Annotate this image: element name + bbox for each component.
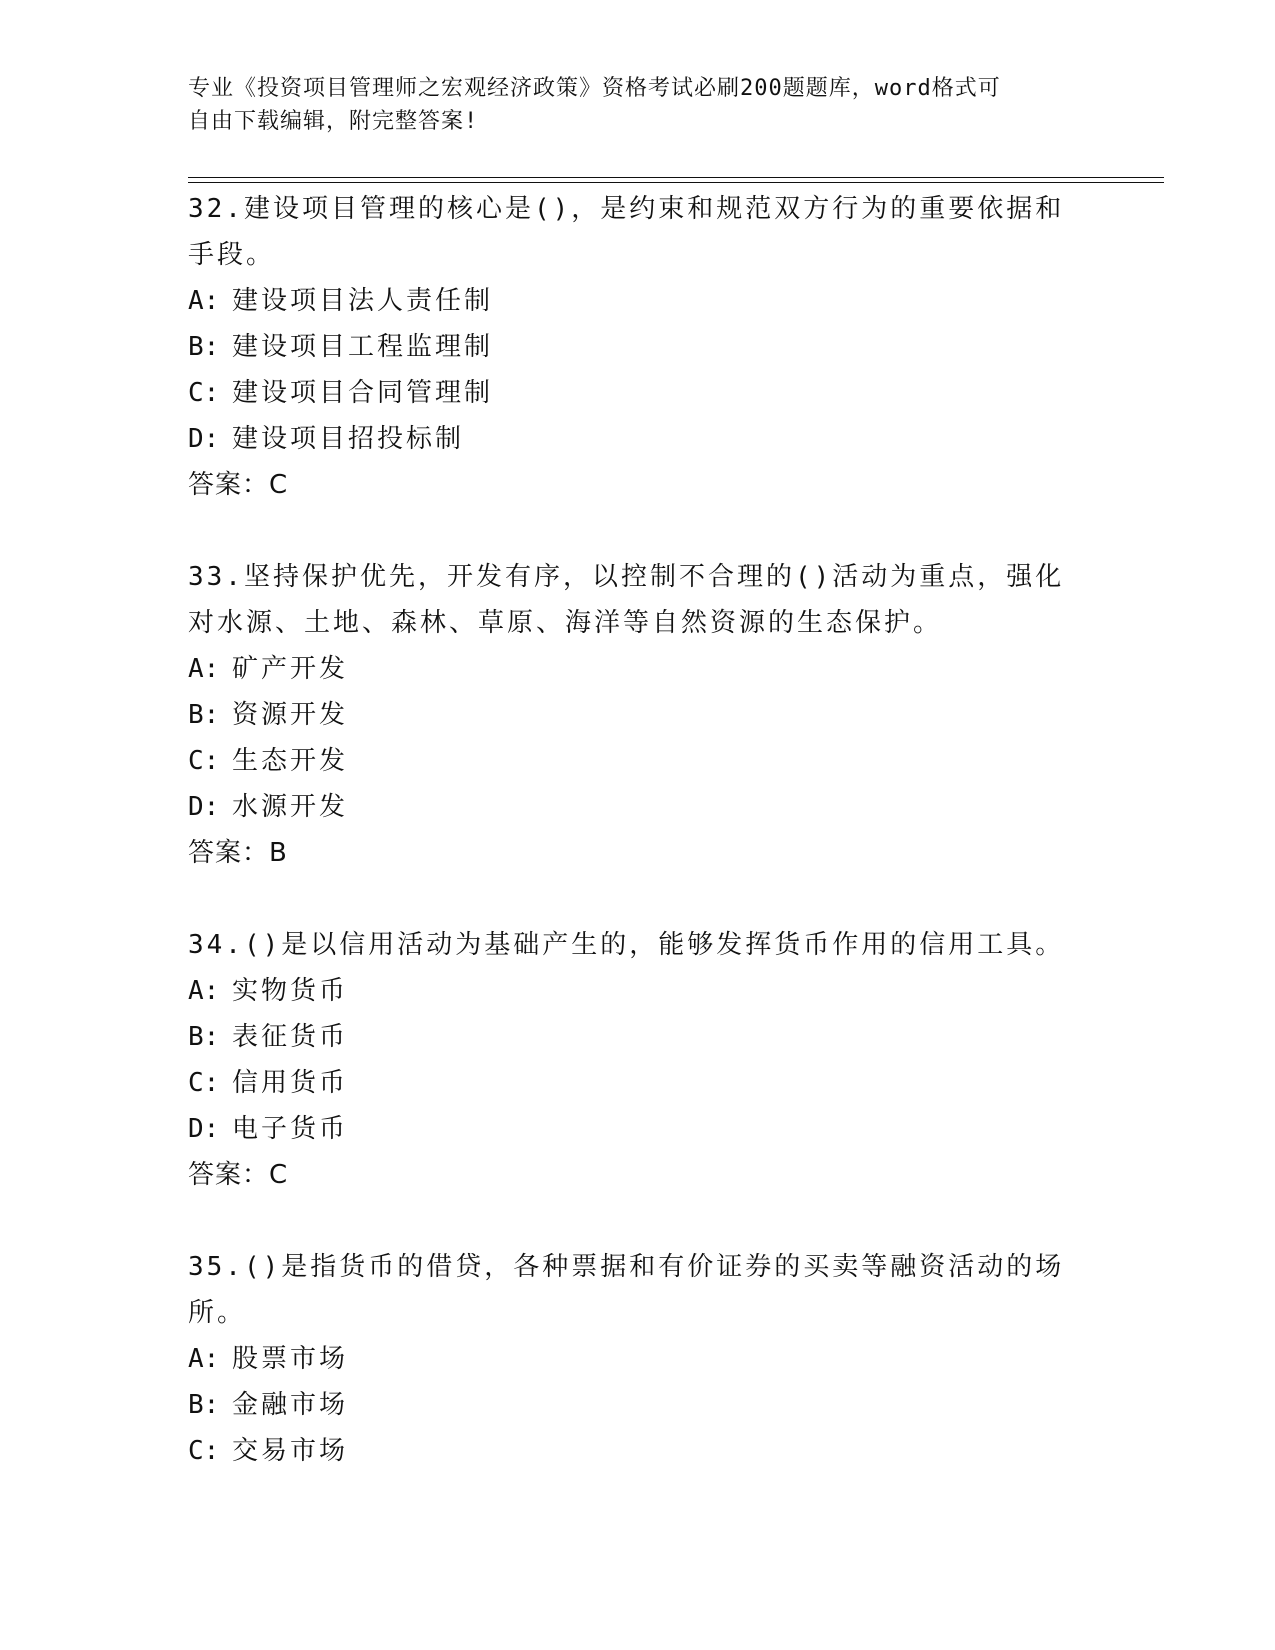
question-stem: 33.坚持保护优先，开发有序，以控制不合理的()活动为重点，强化对水源、土地、森林、草原、海洋等自然资源的生态保护。 xyxy=(188,562,1065,638)
option-text: 信用货币 xyxy=(232,1068,349,1098)
header-line-1: 专业《投资项目管理师之宏观经济政策》资格考试必刷200题题库，word格式可 xyxy=(188,76,1001,101)
question-stem: 32.建设项目管理的核心是()，是约束和规范双方行为的重要依据和手段。 xyxy=(188,194,1065,270)
option-letter: C: xyxy=(188,746,220,776)
answer-line: 答案：B xyxy=(188,838,288,868)
option-text: 生态开发 xyxy=(232,746,349,776)
option-letter: B: xyxy=(188,1022,220,1052)
option-text: 表征货币 xyxy=(232,1022,349,1052)
option-b xyxy=(188,1014,1088,1060)
option-text: 实物货币 xyxy=(232,976,349,1006)
option-a xyxy=(188,646,1088,692)
option-letter: B: xyxy=(188,1390,220,1420)
option-text: 建设项目招投标制 xyxy=(232,424,465,454)
option-letter: D: xyxy=(188,1114,220,1144)
option-text: 股票市场 xyxy=(232,1344,349,1374)
option-text: 建设项目法人责任制 xyxy=(232,286,494,316)
question-34 xyxy=(188,922,1088,1198)
question-spacer xyxy=(188,1198,1088,1244)
option-letter: B: xyxy=(188,332,220,362)
option-text: 矿产开发 xyxy=(232,654,349,684)
question-35 xyxy=(188,1244,1088,1474)
option-letter: D: xyxy=(188,792,220,822)
question-list xyxy=(188,186,1088,1474)
option-c xyxy=(188,1428,1088,1474)
option-letter: A: xyxy=(188,976,220,1006)
option-letter: A: xyxy=(188,654,220,684)
question-33 xyxy=(188,554,1088,876)
header-divider-bottom xyxy=(188,182,1164,183)
question-spacer xyxy=(188,876,1088,922)
option-a xyxy=(188,968,1088,1014)
answer-line: 答案：C xyxy=(188,1160,289,1190)
option-letter: C: xyxy=(188,1068,220,1098)
option-text: 水源开发 xyxy=(232,792,349,822)
option-a xyxy=(188,1336,1088,1382)
option-a xyxy=(188,278,1088,324)
question-stem: 34.()是以信用活动为基础产生的，能够发挥货币作用的信用工具。 xyxy=(188,930,1065,960)
option-c xyxy=(188,1060,1088,1106)
option-b xyxy=(188,1382,1088,1428)
option-b xyxy=(188,692,1088,738)
header-divider-top xyxy=(188,177,1164,178)
option-letter: A: xyxy=(188,1344,220,1374)
option-letter: D: xyxy=(188,424,220,454)
question-32 xyxy=(188,186,1088,508)
document-header xyxy=(188,72,1088,138)
option-d xyxy=(188,784,1088,830)
option-letter: A: xyxy=(188,286,220,316)
option-text: 资源开发 xyxy=(232,700,349,730)
option-text: 金融市场 xyxy=(232,1390,349,1420)
question-stem: 35.()是指货币的借贷，各种票据和有价证券的买卖等融资活动的场所。 xyxy=(188,1252,1065,1328)
option-text: 建设项目工程监理制 xyxy=(232,332,494,362)
option-b xyxy=(188,324,1088,370)
option-d xyxy=(188,416,1088,462)
option-text: 交易市场 xyxy=(232,1436,349,1466)
option-c xyxy=(188,370,1088,416)
option-letter: C: xyxy=(188,378,220,408)
answer-line: 答案：C xyxy=(188,470,289,500)
question-spacer xyxy=(188,508,1088,554)
option-letter: C: xyxy=(188,1436,220,1466)
option-text: 电子货币 xyxy=(232,1114,349,1144)
option-d xyxy=(188,1106,1088,1152)
option-letter: B: xyxy=(188,700,220,730)
header-line-2: 自由下载编辑，附完整答案! xyxy=(188,109,479,134)
option-c xyxy=(188,738,1088,784)
option-text: 建设项目合同管理制 xyxy=(232,378,494,408)
